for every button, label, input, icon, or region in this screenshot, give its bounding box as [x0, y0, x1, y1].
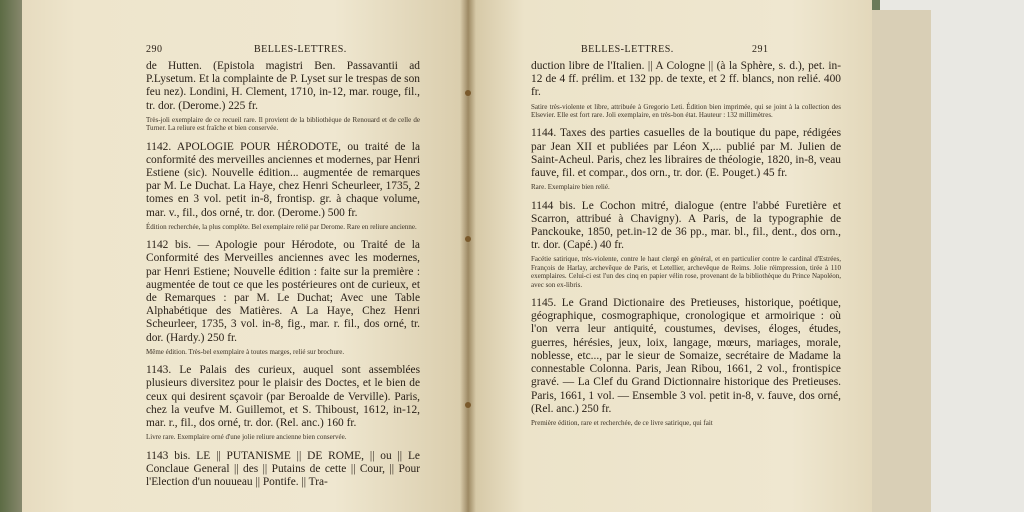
- catalog-entry: 1145. Le Grand Dictionaire des Pretieuses, historique, poétique, géographique, cosmographique, cronologique et armoirique : où l'on verra leur antiquité, coustumes, devises, éloges, études, guerres, hérésies, jeux, loix, langage, mœurs, mariages, morale, noblesse, etc..., par le sieur de Somaize, secrétaire de Madame la connestable Colonna. Paris, Jean Ribou, 1661, 2 vol., frontispice gravé. — La Clef du Grand Dictionnaire historique des Pretieuses. Paris, 1661, 1 vol. — Ensemble 3 vol. petit in-8, v. fauve, dos orné, (Rel. anc.) 250 fr.: [531, 297, 841, 415]
- catalog-entry: 1142. APOLOGIE POUR HÉRODOTE, ou traité de la conformité des merveilles anciennes et modernes, par Henri Estiene (sic). Nouvelle édition... augmentée de remarques par M. Le Duchat. La Haye, chez Henri Scheurleer, 1735, 2 tomes en 3 vol. petit in-8, frontisp. gr. à chaque volume, mar. v., fil., dos orné, tr. dor. (Derome.) 500 fr.: [146, 140, 420, 219]
- background-left: [0, 0, 24, 512]
- catalog-entry: 1144 bis. Le Cochon mitré, dialogue (entre l'abbé Furetière et Scarron, attribué à Chavigny). A Paris, de la typographie de Panckouke, 1850, pet.in-12 de 36 pp., mar. bl., fil., dent., dos orn., tr. dor. (Capé.) 40 fr.: [531, 199, 841, 252]
- right-running-head: BELLES-LETTRES.: [581, 44, 674, 55]
- right-page-text: [531, 60, 841, 435]
- binding-stitch: [465, 236, 471, 242]
- catalog-entry: 1142 bis. — Apologie pour Hérodote, ou Traité de la Conformité des Merveilles anciennes avec les modernes, par Henri Estiene; Nouvelle édition : faite sur la première : augmentée de tout ce que les postérieures ont de curieux, et de Remarques : par M. Le Duchat; Avec une Table Alphabétique des Matières. A La Haye, Chez Henri Scheurleer, 1735, 3 vol. in-8, fig., mar. r. fil., dos orné, tr. dor. (Hardy.) 250 fr.: [146, 239, 420, 344]
- catalog-note: Livre rare. Exemplaire orné d'une jolie reliure ancienne bien conservée.: [146, 433, 347, 442]
- catalog-note: Même édition. Très-bel exemplaire à toutes marges, relié sur brochure.: [146, 347, 345, 356]
- left-running-head: BELLES-LETTRES.: [254, 44, 347, 55]
- binding-stitch: [465, 402, 471, 408]
- catalog-note: Facétie satirique, très-violente, contre le haut clergé en général, et en particulier contre le cardinal d'Estrées, François de Harlay, archevêque de Paris, et Letellier, archevêque de Reims. Jolie réimpression, tirée à 110 exemplaires. Celui-ci est l'un des cinq en papier vélin rose, provenant de la bibliothèque du Prince Napoléon, avec son ex-libris.: [531, 255, 841, 289]
- catalog-entry: de Hutten. (Epistola magistri Ben. Passavantii ad P.Lysetum. Et la complainte de P. Lyset sur le trespas de son feu nez). Londini, H. Clement, 1710, in-12, mar. rouge, fil., tr. dor. (Derome.) 225 fr.: [146, 60, 420, 112]
- catalog-entry: 1143. Le Palais des curieux, auquel sont assemblées plusieurs diversitez pour le plaisir des Doctes, et le bien de ceux qui desirent sçavoir (par Beroalde de Verville). Paris, chez la veufve M. Guillemot, et S. Thiboust, 1612, in-12, mar. r., fil., dos orné, tr. dor. (Rel. anc.) 160 fr.: [146, 364, 420, 430]
- catalog-note: Édition recherchée, la plus complète. Bel exemplaire relié par Derome. Rare en reliure ancienne.: [146, 222, 417, 231]
- catalog-entry: duction libre de l'Italien. || A Cologne || (à la Sphère, s. d.), pet. in-12 de 4 ff. prélim. et 132 pp. de texte, et 2 ff. blancs, non relié. 400 fr.: [531, 60, 841, 99]
- catalog-entry: 1143 bis. LE || PUTANISME || DE ROME, || ou || Le Conclaue General || des || Putains de cette || Cour, || Pour l'Election d'un nouueau || Pontife. || Tra-: [146, 449, 420, 489]
- catalog-note: Première édition, rare et recherchée, de ce livre satirique, qui fait: [531, 418, 713, 427]
- book-gutter: [460, 0, 476, 512]
- left-page-text: [146, 60, 420, 491]
- right-page: [468, 0, 872, 512]
- catalog-entry: 1144. Taxes des parties casuelles de la boutique du pape, rédigées par Jean XII et publiées par Léon X,... publié par M. Julien de Saint-Acheul. Paris, chez les libraires de théologie, 1820, in-8, veau fauve, fil. et compar., dos orn., tr. dor. (E. Pouget.) 45 fr.: [531, 127, 841, 180]
- catalog-note: Très-joli exemplaire de ce recueil rare. Il provient de la bibliothèque de Renouard et de celle de Turner. La reliure est fraîche et bien conservée.: [146, 115, 420, 133]
- binding-stitch: [465, 90, 471, 96]
- left-page-number: 290: [146, 44, 163, 55]
- book-cover-edge: [868, 10, 931, 512]
- catalog-note: Satire très-violente et libre, attribuée à Gregorio Leti. Édition bien imprimée, qui se joint à la collection des Elsevier. Elle est fort rare. Joli exemplaire, en très-bon état. Hauteur : 132 millimètres.: [531, 102, 841, 120]
- right-page-number: 291: [752, 44, 769, 55]
- left-page: [22, 0, 468, 512]
- catalog-note: Rare. Exemplaire bien relié.: [531, 183, 610, 192]
